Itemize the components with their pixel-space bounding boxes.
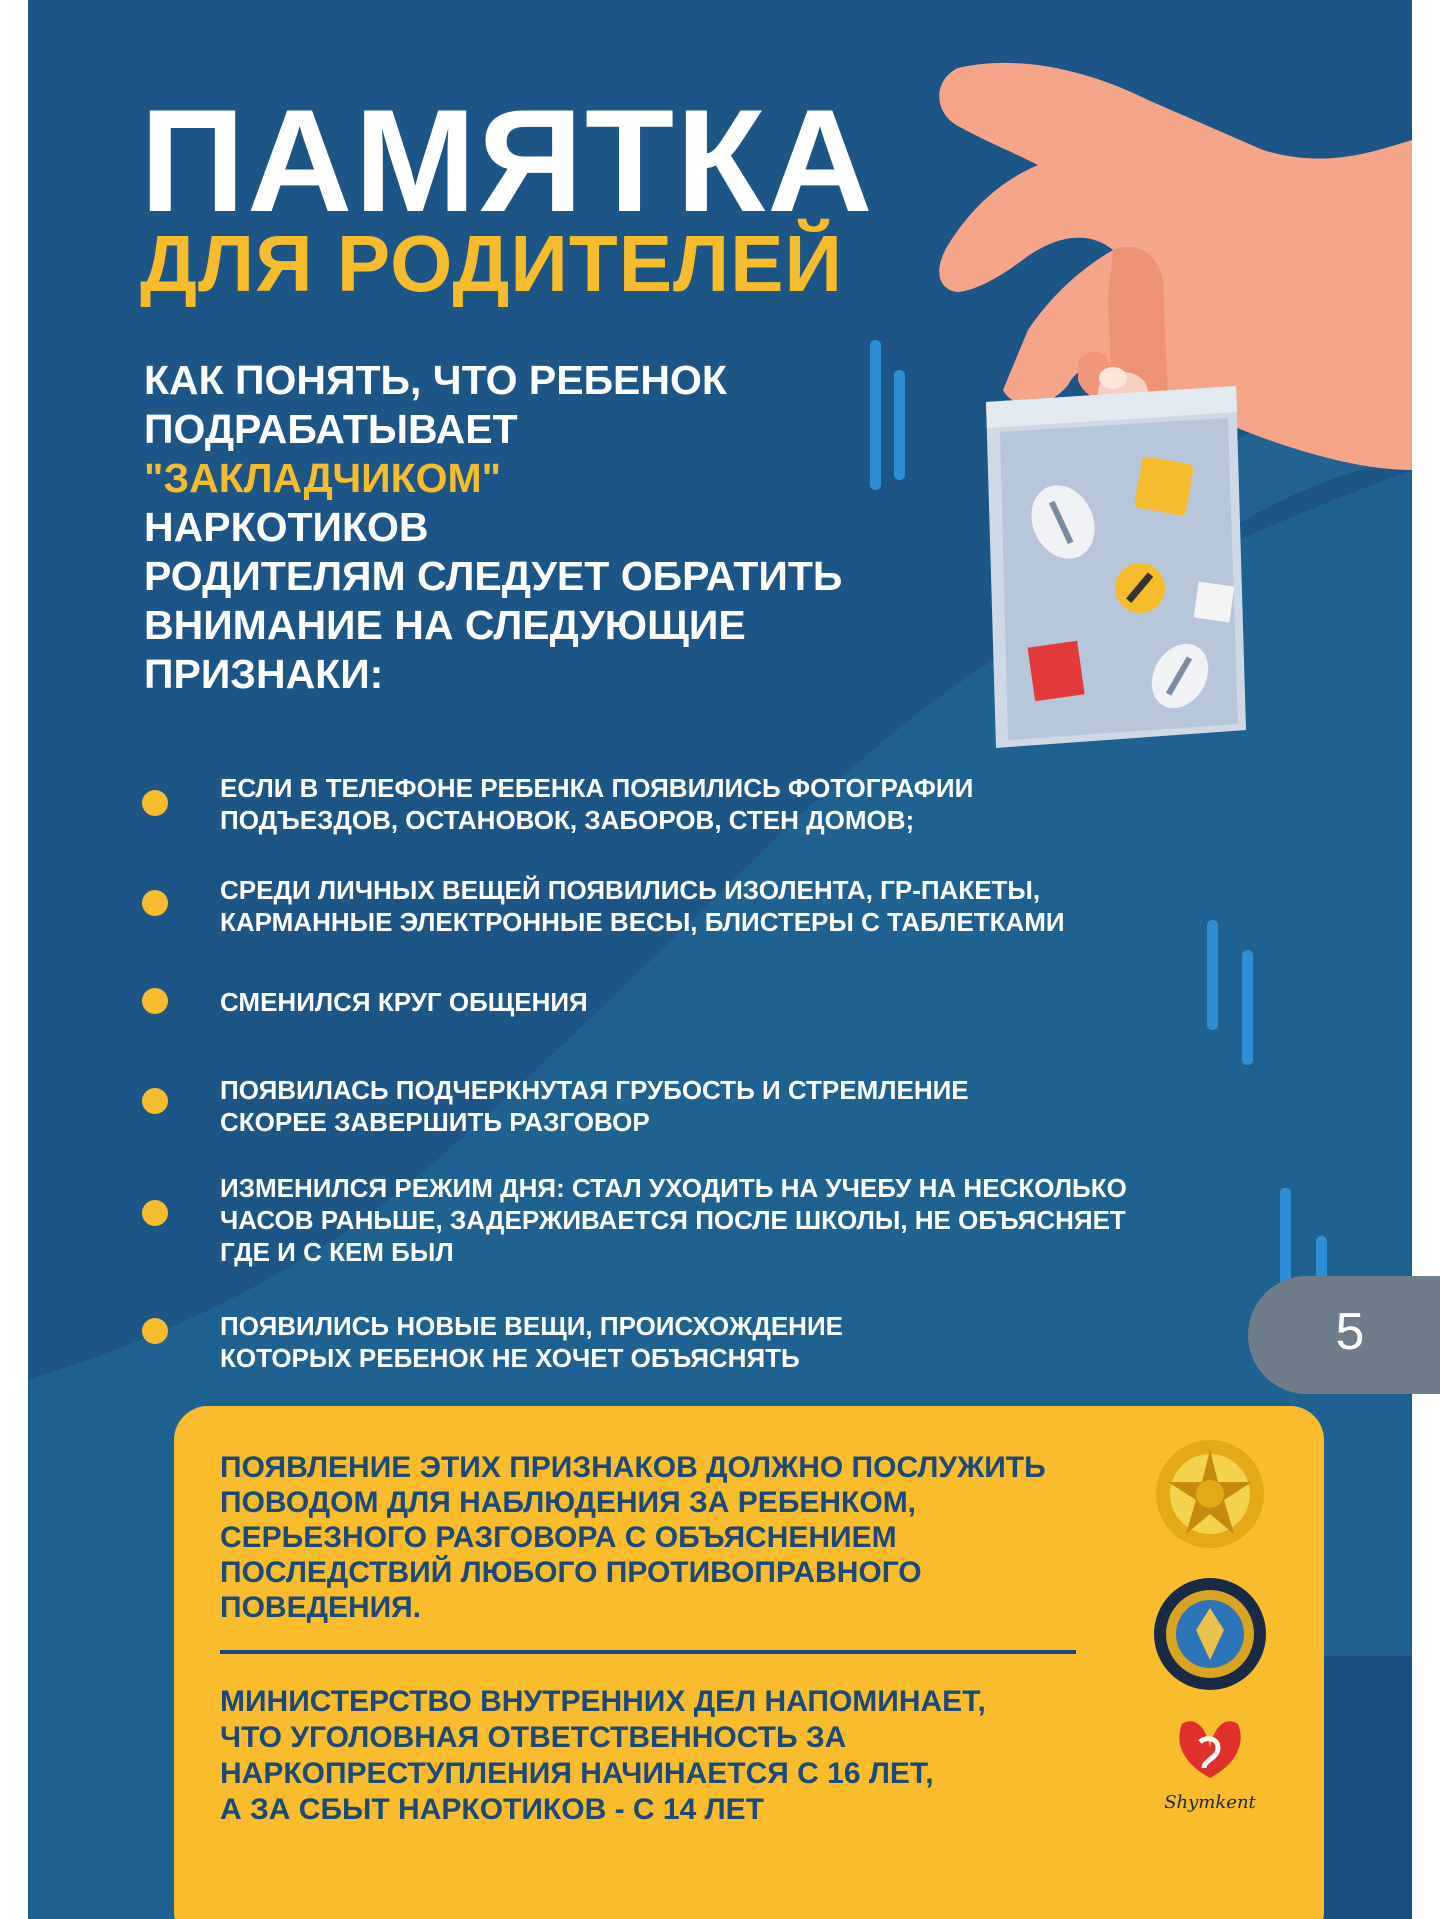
bullet-icon: [142, 1200, 168, 1226]
question-line: ВНИМАНИЕ НА СЛЕДУЮЩИЕ: [144, 602, 746, 648]
bullet-icon: [142, 890, 168, 916]
sign-text: ИЗМЕНИЛСЯ РЕЖИМ ДНЯ: СТАЛ УХОДИТЬ НА УЧЕБУ НА НЕСКОЛЬКО ЧАСОВ РАНЬШЕ, ЗАДЕРЖИВАЕТСЯ ПОСЛЕ ШКОЛЫ, НЕ ОБЪЯСНЯЕТ ГДЕ И С КЕМ БЫЛ: [220, 1173, 1127, 1267]
sign-text: СРЕДИ ЛИЧНЫХ ВЕЩЕЙ ПОЯВИЛИСЬ ИЗОЛЕНТА, ГР-ПАКЕТЫ, КАРМАННЫЕ ЭЛЕКТРОННЫЕ ВЕСЫ, БЛИСТЕРЫ С ТАБЛЕТКАМИ: [220, 875, 1065, 937]
question-block: [144, 356, 904, 699]
shymkent-logo-icon: [1148, 1704, 1272, 1828]
city-logo-text: Shymkent: [1164, 1792, 1256, 1813]
police-badge-icon: [1148, 1572, 1272, 1696]
bullet-icon: [142, 790, 168, 816]
page-title: ПАМЯТКА: [140, 79, 875, 242]
divider: [220, 1650, 1076, 1654]
question-line: РОДИТЕЛЯМ СЛЕДУЕТ ОБРАТИТЬ: [144, 553, 843, 599]
question-line: НАРКОТИКОВ: [144, 504, 429, 550]
question-line: КАК ПОНЯТЬ, ЧТО РЕБЕНОК: [144, 357, 727, 403]
sign-text: ПОЯВИЛАСЬ ПОДЧЕРКНУТАЯ ГРУБОСТЬ И СТРЕМЛЕНИЕ СКОРЕЕ ЗАВЕРШИТЬ РАЗГОВОР: [220, 1075, 969, 1137]
ministry-reminder-text: МИНИСТЕРСТВО ВНУТРЕННИХ ДЕЛ НАПОМИНАЕТ, ЧТО УГОЛОВНАЯ ОТВЕТСТВЕННОСТЬ ЗА НАРКОПРЕСТУПЛЕНИЯ НАЧИНАЕТСЯ С 16 ЛЕТ, А ЗА СБЫТ НАРКОТИКОВ - С 14 ЛЕТ: [220, 1685, 986, 1826]
question-line: ПОДРАБАТЫВАЕТ: [144, 406, 518, 452]
sign-text: ПОЯВИЛИСЬ НОВЫЕ ВЕЩИ, ПРОИСХОЖДЕНИЕ КОТОРЫХ РЕБЕНОК НЕ ХОЧЕТ ОБЪЯСНЯТЬ: [220, 1311, 843, 1373]
warning-panel: [174, 1406, 1324, 1919]
bullet-icon: [142, 1088, 168, 1114]
question-line: ПРИЗНАКИ:: [144, 651, 384, 697]
page-subtitle: ДЛЯ РОДИТЕЛЕЙ: [140, 219, 844, 308]
sign-text: ЕСЛИ В ТЕЛЕФОНЕ РЕБЕНКА ПОЯВИЛИСЬ ФОТОГРАФИИ ПОДЪЕЗДОВ, ОСТАНОВОК, ЗАБОРОВ, СТЕН ДОМОВ;: [220, 773, 974, 835]
poster: [28, 0, 1412, 1919]
page-number: 5: [1335, 1303, 1365, 1361]
baggie-icon: [986, 386, 1246, 748]
warning-text: ПОЯВЛЕНИЕ ЭТИХ ПРИЗНАКОВ ДОЛЖНО ПОСЛУЖИТЬ ПОВОДОМ ДЛЯ НАБЛЮДЕНИЯ ЗА РЕБЕНКОМ, СЕРЬЕЗНОГО РАЗГОВОРА С ОБЪЯСНЕНИЕМ ПОСЛЕДСТВИЙ ЛЮБОГО ПРОТИВОПРАВНОГО ПОВЕДЕНИЯ.: [220, 1451, 1046, 1624]
bullet-icon: [142, 988, 168, 1014]
sign-text: СМЕНИЛСЯ КРУГ ОБЩЕНИЯ: [220, 987, 588, 1017]
question-highlight: "ЗАКЛАДЧИКОМ": [144, 455, 502, 501]
bullet-icon: [142, 1318, 168, 1344]
kazakhstan-emblem-icon: [1148, 1432, 1272, 1556]
